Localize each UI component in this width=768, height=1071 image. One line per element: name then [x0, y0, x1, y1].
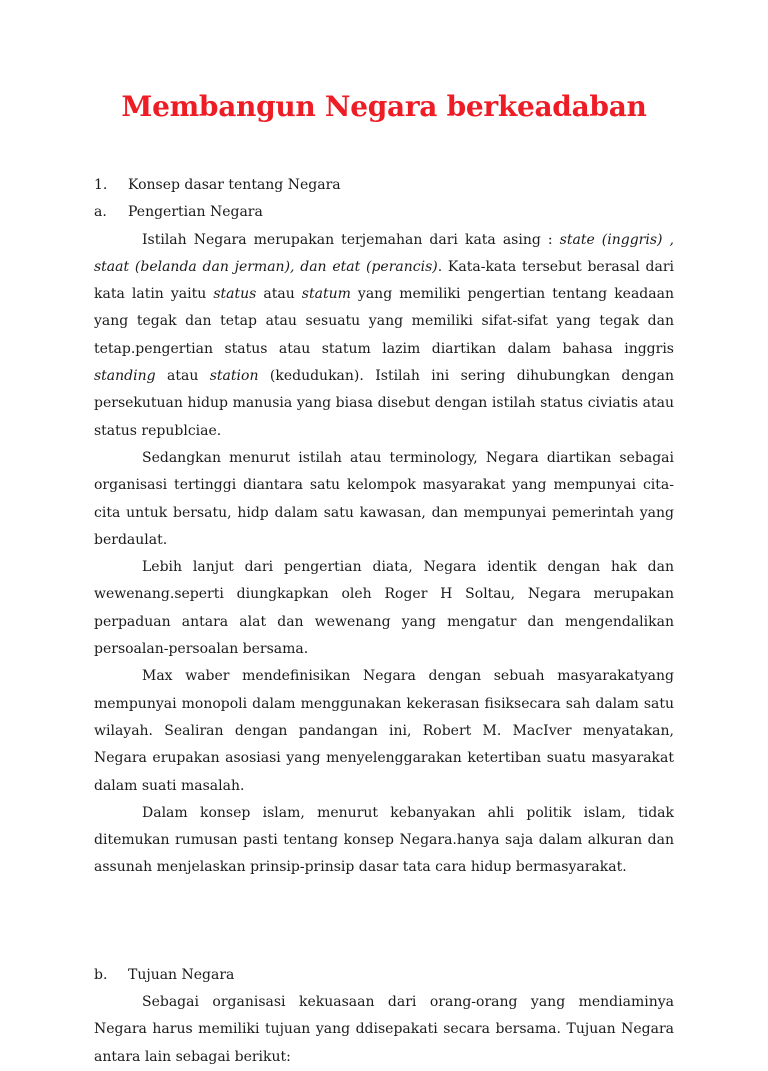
section-heading-1: [94, 172, 674, 199]
paragraph-2: Sedangkan menurut istilah atau terminology, Negara diartikan sebagai organisasi tertinggi diantara satu kelompok masyarakat yang mempunyai cita-cita untuk bersatu, hidp dalam satu kawasan, dan mempunyai pemerintah yang berdaulat.: [94, 449, 674, 548]
spacer: [94, 882, 674, 962]
paragraph-4: Max waber mendefinisikan Negara dengan sebuah masyarakatyang mempunyai monopoli dalam menggunakan kekerasan fisiksecara sah dalam satu wilayah. Sealiran dengan pandangan ini, Robert M. MacIver menyatakan, Negara erupakan asosiasi yang menyelenggarakan ketertiban suatu masyarakat dalam suati masalah.: [94, 668, 674, 794]
text-run: Istilah Negara merupakan terjemahan dari kata asing :: [142, 231, 560, 248]
italic-run: status: [213, 286, 257, 303]
text-run: atau: [256, 286, 302, 303]
text-run: . Kata-kata tersebut berasal dari kata latin yaitu: [94, 258, 674, 303]
section-number: 1.: [94, 177, 108, 193]
italic-run: statum: [301, 286, 351, 303]
subsection-label: Tujuan Negara: [128, 966, 235, 983]
text-run: yang memiliki pengertian tentang keadaan yang tegak dan tetap atau sesuatu yang memiliki sifat-sifat yang tegak dan tetap.pengertian status atau statum lazim diartikan dalam bahasa inggris: [94, 286, 674, 357]
italic-run: standing: [94, 368, 156, 385]
subsection-number: b.: [94, 966, 108, 983]
subsection-heading-a: [94, 199, 674, 226]
text-run: atau: [155, 368, 210, 385]
paragraph-6: Sebagai organisasi kekuasaan dari orang-orang yang mendiaminya Negara harus memiliki tujuan yang ddisepakati secara bersama. Tujuan Negara antara lain sebagai berikut:: [94, 994, 674, 1065]
italic-run: state (inggris) , staat (belanda dan jerman), dan etat (perancis): [94, 231, 674, 275]
text-run: (kedudukan). Istilah ini sering dihubungkan dengan persekutuan hidup manusia yang biasa disebut dengan istilah status civiatis atau status republciae.: [94, 368, 674, 439]
page-title: Membangun Negara berkeadaban: [121, 90, 647, 123]
subsection-heading-b: [94, 962, 674, 989]
paragraph-5: Dalam konsep islam, menurut kebanyakan ahli politik islam, tidak ditemukan rumusan pasti tentang konsep Negara.hanya saja dalam alkuran dan assunah menjelaskan prinsip-prinsip dasar tata cara hidup bermasyarakat.: [94, 804, 674, 876]
subsection-label: Pengertian Negara: [128, 204, 263, 221]
paragraph-1: [94, 227, 674, 445]
document-body: [94, 172, 674, 1071]
section-label: Konsep dasar tentang Negara: [128, 177, 341, 193]
italic-run: station: [209, 368, 259, 385]
paragraph-3: Lebih lanjut dari pengertian diata, Negara identik dengan hak dan wewenang.seperti diungkapkan oleh Roger H Soltau, Negara merupakan perpaduan antara alat dan wewenang yang mengatur dan mengendalikan persoalan-persoalan bersama.: [94, 559, 674, 658]
subsection-number: a.: [94, 204, 107, 221]
